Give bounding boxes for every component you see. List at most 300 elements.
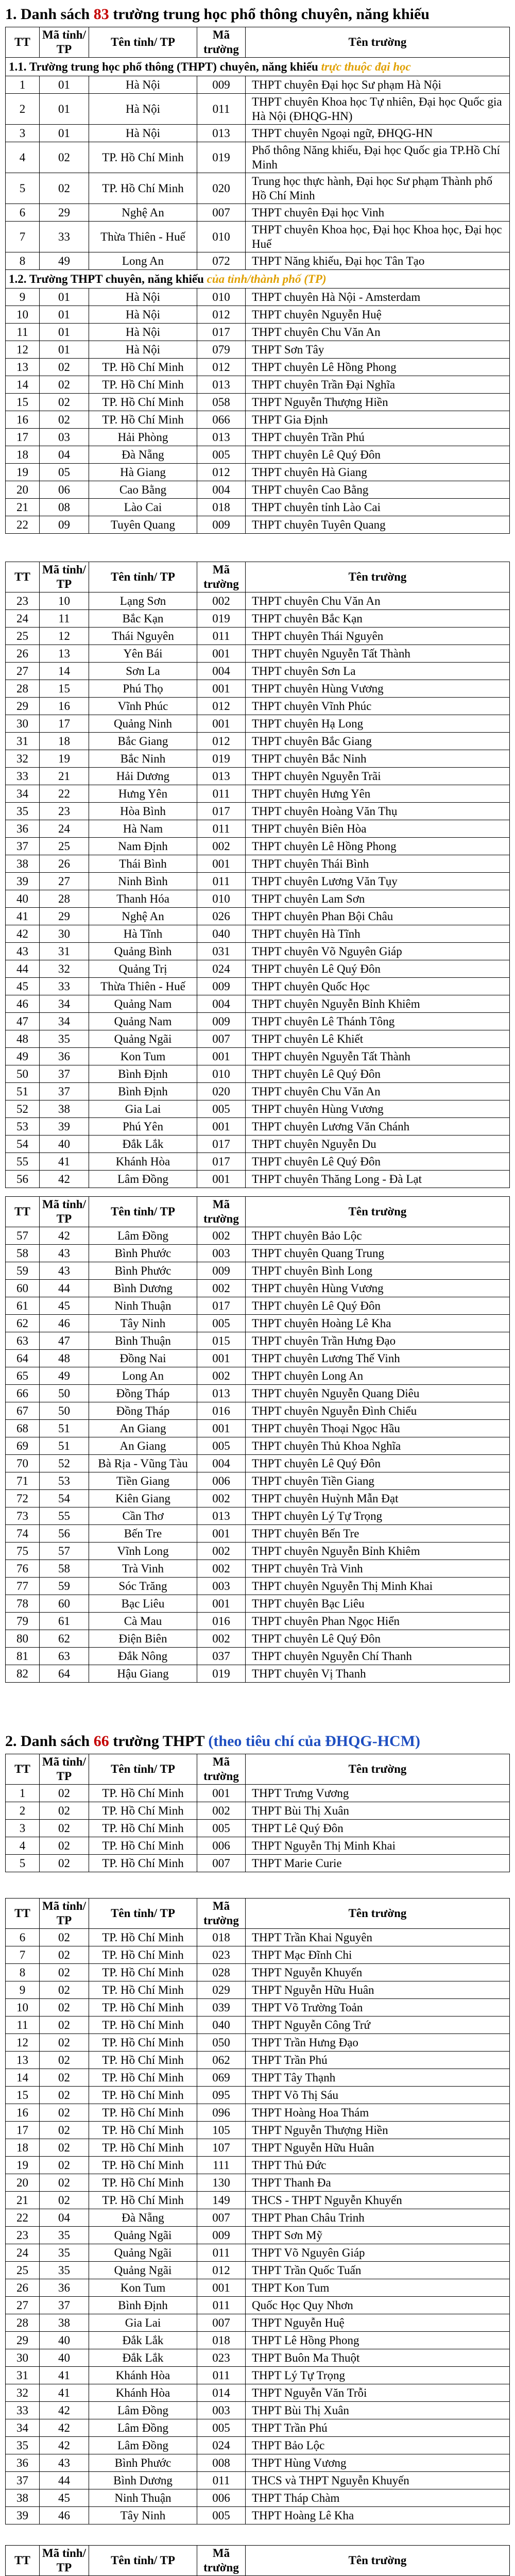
cell-ma-truong: 001	[197, 1525, 246, 1542]
table-row	[5, 2402, 510, 2419]
cell-ma-truong: 039	[197, 1999, 246, 2016]
cell-ten-tinh: Phú Thọ	[89, 680, 197, 697]
cell-ten-tinh: Bình Định	[89, 1083, 197, 1100]
cell-ten-tinh: TP. Hồ Chí Minh	[89, 2157, 197, 2174]
cell-tt: 20	[6, 2174, 40, 2191]
cell-ma-truong: 007	[197, 1030, 246, 1047]
cell-ma-truong: 004	[197, 995, 246, 1012]
cell-ten-truong: THPT chuyên Thoại Ngọc Hầu	[252, 1422, 400, 1435]
cell-ma-truong: 006	[197, 1837, 246, 1854]
cell-ten-tinh: Long An	[89, 252, 197, 269]
cell-ten-truong: THPT Bùi Thị Xuân	[252, 2404, 349, 2417]
cell-ten-tinh: TP. Hồ Chí Minh	[89, 1802, 197, 1819]
table-row	[5, 1153, 510, 1171]
table-row	[5, 429, 510, 446]
cell-ma-truong: 013	[197, 429, 246, 446]
cell-tt: 21	[6, 499, 40, 516]
cell-ten-truong: THPT chuyên Lê Quý Đôn	[252, 1457, 381, 1470]
cell-ten-truong: THPT chuyên Long An	[252, 1369, 364, 1382]
cell-ten-truong: THPT chuyên Ngoại ngữ, ĐHQG-HN	[252, 127, 433, 140]
cell-ten-truong: THPT chuyên Lam Sơn	[252, 892, 365, 905]
cell-ma-truong: 130	[197, 2174, 246, 2191]
cell-ma-truong: 005	[197, 1315, 246, 1332]
cell-ma-tinh: 53	[40, 1472, 89, 1489]
cell-ten-tinh: Bạc Liêu	[89, 1595, 197, 1612]
cell-ma-tinh: 02	[40, 359, 89, 376]
cell-ten-tinh: Ninh Thuận	[89, 1297, 197, 1314]
cell-ten-tinh: Hà Nội	[89, 125, 197, 142]
cell-ma-tinh: 24	[40, 820, 89, 837]
cell-ma-tinh: 02	[40, 1820, 89, 1837]
cell-ma-truong: 012	[197, 2262, 246, 2279]
cell-ten-tinh: TP. Hồ Chí Minh	[89, 2192, 197, 2209]
cell-ma-tinh: 33	[40, 222, 89, 252]
cell-ten-tinh: Đà Nẵng	[89, 2209, 197, 2226]
cell-tt: 22	[6, 2209, 40, 2226]
table-row	[5, 785, 510, 803]
cell-ma-tinh: 40	[40, 1136, 89, 1153]
cell-ten-truong: THPT Nguyễn Văn Trỗi	[252, 2386, 367, 2399]
table-row	[5, 1402, 510, 1420]
cell-ten-tinh: Bắc Ninh	[89, 750, 197, 767]
cell-ten-truong: THPT Phan Châu Trinh	[252, 2211, 365, 2224]
table-row	[5, 1472, 510, 1490]
table-row	[5, 2262, 510, 2279]
cell-ten-tinh: Quảng Ngãi	[89, 1030, 197, 1047]
cell-tt: 13	[6, 359, 40, 376]
cell-ma-truong: 079	[197, 341, 246, 358]
table-row	[5, 1100, 510, 1118]
cell-ma-tinh: 02	[40, 394, 89, 411]
table-row	[5, 698, 510, 715]
cell-tt: 61	[6, 1297, 40, 1314]
cell-tt: 19	[6, 464, 40, 481]
cell-ten-truong: THPT chuyên Hoàng Lê Kha	[252, 1317, 391, 1330]
table-row	[5, 2507, 510, 2524]
table-row	[5, 464, 510, 481]
cell-ten-tinh: TP. Hồ Chí Minh	[89, 1981, 197, 1998]
cell-tt: 12	[6, 2034, 40, 2051]
cell-tt: 15	[6, 2087, 40, 2104]
cell-ma-truong: 024	[197, 2437, 246, 2454]
cell-ten-truong: THPT Trần Phú	[252, 2421, 328, 2434]
table-body	[5, 1785, 510, 1872]
header-ma-tinh: Mã tỉnh/ TP	[40, 1197, 89, 1227]
cell-ma-truong: 062	[197, 2052, 246, 2069]
table-row	[5, 446, 510, 464]
cell-ma-truong: 024	[197, 960, 246, 977]
cell-ten-truong: THPT Nguyễn Huệ	[252, 2316, 345, 2329]
cell-tt: 40	[6, 890, 40, 907]
table-row	[5, 1332, 510, 1350]
table-row	[5, 2139, 510, 2157]
table-1a	[5, 27, 510, 534]
header-ma-truong: Mã trường	[197, 562, 246, 592]
cell-tt: 80	[6, 1630, 40, 1647]
cell-ten-truong: THPT Tháp Chàm	[252, 2492, 340, 2504]
table-row	[5, 394, 510, 411]
table-row	[5, 663, 510, 680]
cell-tt: 1	[6, 76, 40, 93]
section-2-title-count: 66	[93, 1733, 109, 1750]
cell-tt: 39	[6, 2507, 40, 2524]
cell-ten-tinh: Khánh Hòa	[89, 2384, 197, 2401]
table-row	[5, 873, 510, 890]
cell-ten-tinh: Bình Phước	[89, 2454, 197, 2471]
cell-tt: 71	[6, 1472, 40, 1489]
cell-ma-truong: 002	[197, 1560, 246, 1577]
cell-tt: 50	[6, 1065, 40, 1082]
cell-ten-truong: THPT chuyên Nguyễn Chí Thanh	[252, 1650, 412, 1663]
cell-ten-tinh: TP. Hồ Chí Minh	[89, 359, 197, 376]
cell-ten-tinh: TP. Hồ Chí Minh	[89, 2174, 197, 2191]
cell-ten-truong: THPT Thủ Đức	[252, 2159, 327, 2172]
table-row	[5, 1013, 510, 1030]
table-row	[5, 499, 510, 516]
cell-tt: 75	[6, 1543, 40, 1560]
cell-tt: 57	[6, 1227, 40, 1244]
cell-ten-truong: THPT chuyên Trần Hưng Đạo	[252, 1334, 396, 1347]
cell-ten-truong: THPT chuyên Biên Hòa	[252, 822, 367, 835]
cell-ma-tinh: 02	[40, 142, 89, 173]
cell-ten-truong: THPT Nguyễn Thị Minh Khai	[252, 1839, 396, 1852]
cell-ma-truong: 001	[197, 680, 246, 697]
cell-tt: 37	[6, 2472, 40, 2489]
cell-ma-tinh: 02	[40, 1946, 89, 1963]
cell-ma-tinh: 01	[40, 324, 89, 341]
cell-ten-truong: THPT chuyên Bến Tre	[252, 1527, 359, 1540]
table-row	[5, 2034, 510, 2052]
cell-tt: 4	[6, 1837, 40, 1854]
table-row	[5, 76, 510, 94]
table-row	[5, 376, 510, 394]
cell-tt: 30	[6, 2349, 40, 2366]
table-row	[5, 1245, 510, 1262]
cell-ten-tinh: Nghệ An	[89, 204, 197, 221]
cell-tt: 68	[6, 1420, 40, 1437]
cell-tt: 24	[6, 2244, 40, 2261]
table-row	[5, 1560, 510, 1578]
header-ten-truong: Tên trường	[348, 36, 407, 48]
cell-ten-truong: THPT chuyên Bạc Liêu	[252, 1597, 365, 1610]
cell-tt: 32	[6, 2384, 40, 2401]
table-row	[5, 2192, 510, 2209]
cell-ten-tinh: TP. Hồ Chí Minh	[89, 1837, 197, 1854]
cell-ma-tinh: 17	[40, 715, 89, 732]
cell-ma-truong: 072	[197, 252, 246, 269]
cell-ten-tinh: TP. Hồ Chí Minh	[89, 2087, 197, 2104]
cell-tt: 1	[6, 1785, 40, 1802]
cell-ma-tinh: 02	[40, 2069, 89, 2086]
table-row	[5, 1820, 510, 1837]
cell-ma-tinh: 13	[40, 645, 89, 662]
cell-ten-tinh: Lâm Đồng	[89, 1171, 197, 1188]
cell-ten-truong: THPT Trưng Vương	[252, 1787, 349, 1800]
cell-tt: 58	[6, 1245, 40, 1262]
cell-ma-tinh: 42	[40, 2419, 89, 2436]
cell-ten-tinh: Khánh Hòa	[89, 2367, 197, 2384]
header-ma-tinh: Mã tỉnh/ TP	[40, 1754, 89, 1784]
table-row	[5, 1315, 510, 1332]
cell-ma-tinh: 59	[40, 1578, 89, 1595]
cell-ten-tinh: Ninh Thuận	[89, 2489, 197, 2506]
cell-tt: 28	[6, 680, 40, 697]
cell-ten-truong: THPT Sơn Mỹ	[252, 2229, 322, 2242]
cell-ma-tinh: 37	[40, 2297, 89, 2314]
cell-ten-truong: THPT chuyên Chu Văn An	[252, 1085, 381, 1098]
cell-tt: 23	[6, 2227, 40, 2244]
cell-ten-tinh: Bình Định	[89, 1065, 197, 1082]
cell-ma-truong: 014	[197, 2384, 246, 2401]
cell-ma-truong: 002	[197, 1490, 246, 1507]
cell-ten-tinh: Hà Nội	[89, 94, 197, 124]
cell-ten-truong: THPT chuyên Lê Quý Đôn	[252, 1299, 381, 1312]
cell-ten-truong: THPT Võ Nguyên Giáp	[252, 2246, 365, 2259]
cell-ma-tinh: 39	[40, 1118, 89, 1135]
cell-tt: 46	[6, 995, 40, 1012]
cell-ma-truong: 105	[197, 2122, 246, 2139]
cell-tt: 9	[6, 1981, 40, 1998]
table-row	[5, 1437, 510, 1455]
cell-ma-truong: 011	[197, 2297, 246, 2314]
table-row	[5, 628, 510, 645]
subsection-1-1-label	[6, 58, 509, 76]
cell-ten-truong: THPT chuyên Hoàng Văn Thụ	[252, 805, 398, 818]
cell-ma-tinh: 19	[40, 750, 89, 767]
cell-ma-tinh: 63	[40, 1648, 89, 1665]
table-row	[5, 173, 510, 204]
cell-ten-tinh: Hậu Giang	[89, 1665, 197, 1682]
cell-ten-truong: THPT chuyên Lê Quý Đôn	[252, 1067, 381, 1080]
cell-ten-truong: THPT chuyên Võ Nguyên Giáp	[252, 945, 402, 958]
cell-ma-truong: 005	[197, 2419, 246, 2436]
table-row	[5, 2349, 510, 2367]
cell-ma-tinh: 02	[40, 2192, 89, 2209]
cell-ma-truong: 002	[197, 1543, 246, 1560]
cell-ma-tinh: 64	[40, 1665, 89, 1682]
cell-ten-tinh: Đà Nẵng	[89, 446, 197, 463]
table-row	[5, 2384, 510, 2402]
cell-ten-truong: THPT chuyên Hà Tĩnh	[252, 927, 360, 940]
cell-ma-truong: 004	[197, 1455, 246, 1472]
cell-tt: 26	[6, 645, 40, 662]
cell-ma-tinh: 02	[40, 2052, 89, 2069]
cell-ten-truong: THPT chuyên Hùng Vương	[252, 682, 384, 695]
header-ten-truong: Tên trường	[348, 1762, 407, 1775]
cell-ten-tinh: TP. Hồ Chí Minh	[89, 1964, 197, 1981]
cell-tt: 45	[6, 978, 40, 995]
cell-ten-truong: THPT chuyên Tuyên Quang	[252, 518, 386, 531]
cell-ma-tinh: 02	[40, 411, 89, 428]
cell-ten-tinh: Lâm Đồng	[89, 1227, 197, 1244]
cell-ten-tinh: Hà Nội	[89, 76, 197, 93]
cell-ten-truong: THPT chuyên Lê Thánh Tông	[252, 1015, 395, 1028]
table-row	[5, 2332, 510, 2349]
cell-ten-tinh: Hà Nội	[89, 324, 197, 341]
cell-ma-truong: 007	[197, 204, 246, 221]
cell-ma-truong: 006	[197, 2489, 246, 2506]
cell-ten-truong: THPT Lê Quý Đôn	[252, 1822, 344, 1835]
cell-ma-tinh: 58	[40, 1560, 89, 1577]
cell-ten-tinh: Yên Bái	[89, 645, 197, 662]
section-1-title	[5, 4, 430, 25]
cell-ten-truong: THPT Kon Tum	[252, 2281, 330, 2294]
cell-ten-tinh: Nam Định	[89, 838, 197, 855]
cell-ten-truong: THPT chuyên Khoa học Tự nhiên, Đại học Quốc gia Hà Nội (ĐHQG-HN)	[252, 95, 502, 123]
cell-ma-truong: 010	[197, 222, 246, 252]
table-row	[5, 943, 510, 960]
cell-ten-truong: THPT chuyên Nguyễn Tất Thành	[252, 647, 410, 660]
table-row	[5, 2437, 510, 2454]
table-row	[5, 768, 510, 785]
cell-ma-tinh: 02	[40, 1837, 89, 1854]
table-2b	[5, 1898, 510, 2524]
table-row	[5, 1525, 510, 1543]
cell-ten-truong: THPT Bùi Thị Xuân	[252, 1804, 349, 1817]
header-tt: TT	[6, 1899, 40, 1928]
cell-tt: 29	[6, 2332, 40, 2349]
header-ten-tinh: Tên tỉnh/ TP	[89, 27, 197, 57]
header-tt: TT	[6, 1754, 40, 1784]
cell-tt: 76	[6, 1560, 40, 1577]
cell-ma-tinh: 42	[40, 2437, 89, 2454]
table-row	[5, 2016, 510, 2034]
table-row	[5, 750, 510, 768]
cell-ma-tinh: 55	[40, 1507, 89, 1524]
table-header	[5, 27, 510, 58]
cell-tt: 24	[6, 610, 40, 627]
cell-ma-truong: 017	[197, 1297, 246, 1314]
cell-ten-truong: THPT Bảo Lộc	[252, 2439, 325, 2452]
cell-ten-truong: THPT chuyên Bình Long	[252, 1264, 373, 1277]
cell-ma-truong: 006	[197, 1472, 246, 1489]
cell-tt: 11	[6, 2016, 40, 2033]
cell-ten-tinh: TP. Hồ Chí Minh	[89, 2052, 197, 2069]
table-row	[5, 960, 510, 978]
section-1-title-count: 83	[93, 6, 109, 23]
table-row	[5, 2489, 510, 2507]
cell-tt: 38	[6, 2489, 40, 2506]
cell-ten-truong: THPT chuyên Hùng Vương	[252, 1282, 384, 1295]
cell-ma-tinh: 01	[40, 341, 89, 358]
cell-ten-tinh: Hà Nội	[89, 341, 197, 358]
cell-ma-tinh: 23	[40, 803, 89, 820]
table-row	[5, 1136, 510, 1153]
cell-ma-truong: 037	[197, 1648, 246, 1665]
cell-ma-tinh: 48	[40, 1350, 89, 1367]
table-row	[5, 289, 510, 306]
cell-ten-tinh: Tây Ninh	[89, 2507, 197, 2524]
cell-ten-tinh: Đồng Nai	[89, 1350, 197, 1367]
cell-ten-tinh: Quảng Ngãi	[89, 2244, 197, 2261]
cell-tt: 3	[6, 1820, 40, 1837]
cell-tt: 42	[6, 925, 40, 942]
cell-ma-truong: 002	[197, 1227, 246, 1244]
cell-tt: 52	[6, 1100, 40, 1117]
cell-ten-truong: THPT chuyên Nguyễn Tất Thành	[252, 1050, 410, 1063]
cell-ten-truong: THPT Marie Curie	[252, 1857, 342, 1870]
cell-ma-truong: 001	[197, 1118, 246, 1135]
cell-ma-truong: 011	[197, 94, 246, 124]
cell-ten-tinh: Bình Thuận	[89, 1332, 197, 1349]
cell-ten-truong: Trung học thực hành, Đại học Sư phạm Thành phố Hồ Chí Minh	[252, 174, 492, 202]
table-row	[5, 1981, 510, 1999]
cell-ma-tinh: 49	[40, 252, 89, 269]
table-row	[5, 1630, 510, 1648]
cell-ma-tinh: 50	[40, 1402, 89, 1419]
cell-ma-tinh: 29	[40, 204, 89, 221]
cell-ten-truong: THPT Võ Trường Toản	[252, 2001, 363, 2014]
cell-ma-truong: 007	[197, 2314, 246, 2331]
cell-ma-tinh: 02	[40, 1802, 89, 1819]
table-header	[5, 1898, 510, 1929]
header-ten-tinh: Tên tỉnh/ TP	[89, 1899, 197, 1928]
cell-ma-tinh: 14	[40, 663, 89, 680]
header-ten-truong: Tên trường	[348, 570, 407, 583]
cell-ten-truong: THPT chuyên Thái Bình	[252, 857, 369, 870]
table-body	[5, 289, 510, 534]
table-row	[5, 2244, 510, 2262]
cell-ten-tinh: Đắk Lắk	[89, 2332, 197, 2349]
cell-ten-truong: THPT Thanh Đa	[252, 2176, 331, 2189]
cell-ma-tinh: 60	[40, 1595, 89, 1612]
cell-ten-tinh: Đắk Lắk	[89, 2349, 197, 2366]
cell-tt: 14	[6, 2069, 40, 2086]
cell-ma-truong: 095	[197, 2087, 246, 2104]
cell-ten-truong: THPT Lý Tự Trọng	[252, 2369, 345, 2382]
cell-ma-truong: 010	[197, 890, 246, 907]
cell-ten-tinh: Bình Dương	[89, 1280, 197, 1297]
table-row	[5, 1083, 510, 1100]
cell-ten-truong: THPT chuyên Lê Quý Đôn	[252, 962, 381, 975]
cell-tt: 28	[6, 2314, 40, 2331]
cell-ma-tinh: 01	[40, 76, 89, 93]
cell-tt: 56	[6, 1171, 40, 1188]
cell-ten-tinh: Vĩnh Long	[89, 1543, 197, 1560]
table-row	[5, 803, 510, 820]
cell-ten-truong: THPT Mạc Đĩnh Chi	[252, 1948, 352, 1961]
cell-ma-truong: 040	[197, 925, 246, 942]
cell-ten-truong: Quốc Học Quy Nhơn	[252, 2299, 353, 2312]
cell-ten-tinh: Hải Phòng	[89, 429, 197, 446]
cell-ma-truong: 012	[197, 359, 246, 376]
cell-ten-tinh: Thái Nguyên	[89, 628, 197, 645]
cell-ten-tinh: Lào Cai	[89, 499, 197, 516]
table-row	[5, 978, 510, 995]
cell-ten-truong: THPT chuyên Khoa học, Đại học Khoa học, Đại học Huế	[252, 223, 502, 250]
cell-ten-tinh: Thái Bình	[89, 855, 197, 872]
cell-tt: 70	[6, 1455, 40, 1472]
cell-tt: 20	[6, 481, 40, 498]
table-row	[5, 855, 510, 873]
cell-ten-truong: THPT Nguyễn Thượng Hiền	[252, 396, 388, 409]
cell-ma-truong: 010	[197, 289, 246, 306]
cell-ma-tinh: 10	[40, 592, 89, 609]
cell-ten-tinh: TP. Hồ Chí Minh	[89, 1785, 197, 1802]
cell-ma-tinh: 44	[40, 2472, 89, 2489]
cell-ma-truong: 019	[197, 1665, 246, 1682]
cell-ten-truong: THPT chuyên Lương Thế Vinh	[252, 1352, 400, 1365]
cell-ma-tinh: 49	[40, 1367, 89, 1384]
cell-ten-tinh: Đắk Nông	[89, 1648, 197, 1665]
cell-ma-truong: 013	[197, 125, 246, 142]
cell-ma-truong: 020	[197, 1083, 246, 1100]
cell-ten-tinh: Đồng Tháp	[89, 1385, 197, 1402]
cell-ten-tinh: Ninh Bình	[89, 873, 197, 890]
cell-ten-truong: THPT chuyên Lê Quý Đôn	[252, 448, 381, 461]
cell-tt: 26	[6, 2279, 40, 2296]
section-1-title-prefix: 1. Danh sách	[5, 6, 94, 23]
